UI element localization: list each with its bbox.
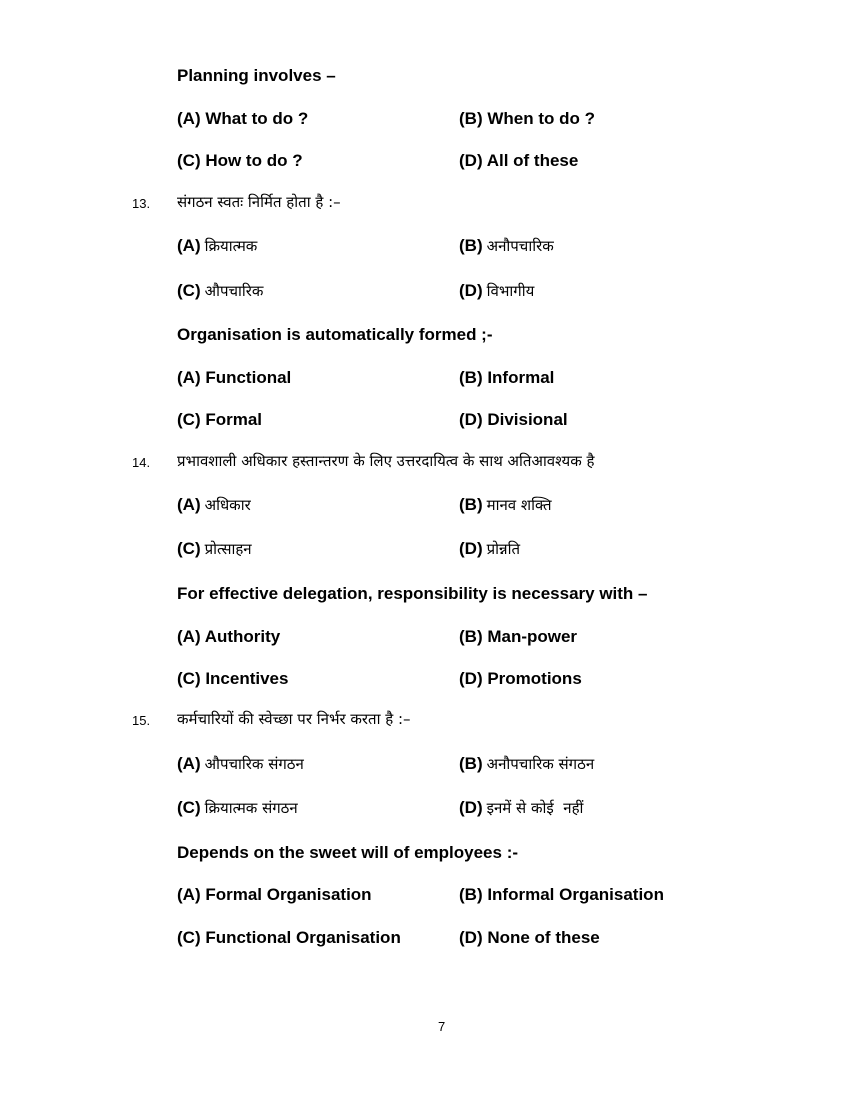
option-text: अनौपचारिक संगठन: [486, 755, 595, 773]
option-text: इनमें से कोई नहीं: [486, 799, 584, 817]
option-text: अधिकार: [204, 496, 251, 514]
q13-option-c-hi: [177, 281, 263, 301]
q13-option-d-en: (D) Divisional: [459, 410, 568, 429]
option-label: (D): [459, 539, 483, 558]
q14-number: 14.: [132, 455, 151, 470]
q15-option-d-en: (D) None of these: [459, 928, 600, 947]
option-label: (A): [177, 754, 201, 773]
option-text: क्रियात्मक: [204, 237, 258, 255]
q15-option-b-en: (B) Informal Organisation: [459, 885, 664, 904]
option-label: (B): [459, 495, 483, 514]
option-label: (C): [177, 281, 201, 300]
option-text: मानव शक्ति: [486, 496, 552, 514]
option-text: प्रोन्नति: [486, 540, 521, 558]
q13-option-c-en: (C) Formal: [177, 410, 262, 429]
q13-option-a-en: (A) Functional: [177, 368, 292, 387]
q15-option-c-hi: [177, 798, 298, 818]
q13-option-b-en: (B) Informal: [459, 368, 555, 387]
q14-option-c-hi: [177, 539, 252, 559]
q15-option-a-hi: [177, 754, 304, 774]
q14-option-c-en: (C) Incentives: [177, 669, 289, 688]
q12-option-b: (B) When to do ?: [459, 109, 595, 128]
q13-stem-en: Organisation is automatically formed ;-: [177, 325, 493, 344]
q13-option-b-hi: [459, 236, 554, 256]
q13-stem-hi: संगठन स्वतः निर्मित होता है :–: [177, 193, 341, 211]
q14-option-b-hi: [459, 495, 552, 515]
q13-option-d-hi: [459, 281, 534, 301]
q15-option-d-hi: [459, 798, 583, 818]
q14-stem-hi: प्रभावशाली अधिकार हस्तान्तरण के लिए उत्तरदायित्व के साथ अतिआवश्यक है: [177, 452, 595, 470]
option-text: औपचारिक संगठन: [204, 755, 304, 773]
q15-stem-hi: कर्मचारियों की स्वेच्छा पर निर्भर करता है :–: [177, 710, 411, 728]
q12-option-d: (D) All of these: [459, 151, 579, 170]
q15-number: 15.: [132, 713, 151, 728]
q14-option-a-hi: [177, 495, 251, 515]
option-label: (A): [177, 236, 201, 255]
option-text: क्रियात्मक संगठन: [204, 799, 298, 817]
q14-option-b-en: (B) Man-power: [459, 627, 578, 646]
q14-option-d-en: (D) Promotions: [459, 669, 582, 688]
q12-stem-en: Planning involves –: [177, 66, 336, 85]
q12-option-a: (A) What to do ?: [177, 109, 309, 128]
option-text: प्रोत्साहन: [204, 540, 252, 558]
q15-stem-en: Depends on the sweet will of employees :-: [177, 843, 519, 862]
q15-option-c-en: (C) Functional Organisation: [177, 928, 401, 947]
option-label: (D): [459, 798, 483, 817]
q14-stem-en: For effective delegation, responsibility is necessary with –: [177, 584, 648, 603]
option-label: (A): [177, 495, 201, 514]
q13-option-a-hi: [177, 236, 257, 256]
q15-option-b-hi: [459, 754, 594, 774]
option-text: औपचारिक: [204, 282, 264, 300]
option-label: (C): [177, 539, 201, 558]
option-text: विभागीय: [486, 282, 535, 300]
q14-option-a-en: (A) Authority: [177, 627, 281, 646]
option-label: (C): [177, 798, 201, 817]
q14-option-d-hi: [459, 539, 520, 559]
page-number: 7: [438, 1019, 446, 1034]
option-label: (B): [459, 754, 483, 773]
option-label: (D): [459, 281, 483, 300]
option-label: (B): [459, 236, 483, 255]
q12-option-c: (C) How to do ?: [177, 151, 303, 170]
q13-number: 13.: [132, 196, 151, 211]
option-text: अनौपचारिक: [486, 237, 554, 255]
q15-option-a-en: (A) Formal Organisation: [177, 885, 372, 904]
